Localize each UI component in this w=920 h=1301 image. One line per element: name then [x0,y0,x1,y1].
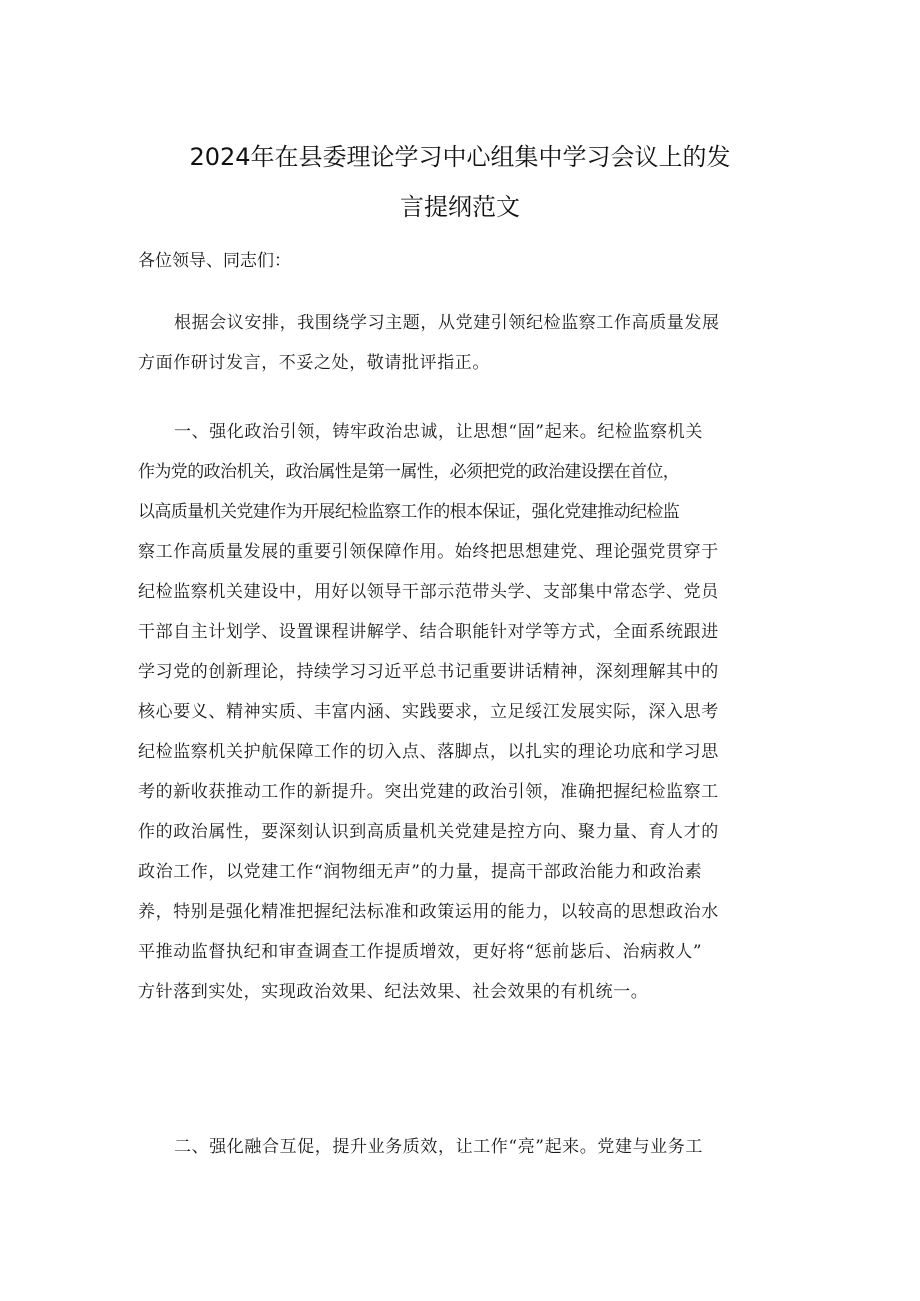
document-title-line-1: 2024年在县委理论学习中心组集中学习会议上的发 [189,143,731,171]
paragraph-line: 干部自主计划学、设置课程讲解学、结合职能针对学等方式，全面系统跟进 [138,622,719,642]
paragraph-line: 政治工作，以党建工作“润物细无声”的力量，提高干部政治能力和政治素 [138,862,703,882]
paragraph-line: 核心要义、精神实质、丰富内涵、实践要求，立足绥江发展实际，深入思考 [138,702,719,722]
paragraph-line: 方针落到实处，实现政治效果、纪法效果、社会效果的有机统一。 [138,982,649,1002]
paragraph-line: 纪检监察机关建设中，用好以领导干部示范带头学、支部集中常态学、党员 [138,582,719,602]
paragraph-line: 学习党的创新理论，持续学习习近平总书记重要讲话精神，深刻理解其中的 [138,662,719,682]
paragraph-line: 二、强化融合互促，提升业务质效，让工作“亮”起来。党建与业务工 [174,1137,703,1157]
paragraph-section-two [138,1127,798,1167]
paragraph-section-one [138,412,798,1012]
paragraph-line: 作为党的政治机关，政治属性是第一属性，必须把党的政治建设摆在首位， [138,462,680,482]
paragraph-line: 养，特别是强化精准把握纪法标准和政策运用的能力，以较高的思想政治水 [138,902,719,922]
document-title-line-2: 言提纲范文 [400,193,520,221]
paragraph-line: 察工作高质量发展的重要引领保障作用。始终把思想建党、理论强党贯穿于 [138,542,719,562]
paragraph-line: 平推动监督执纪和审查调查工作提质增效，更好将“惩前毖后、治病救人” [138,942,703,962]
paragraph-line: 方面作研讨发言，不妥之处，敬请批评指正。 [138,353,490,373]
paragraph-intro [138,303,798,383]
paragraph-line: 纪检监察机关护航保障工作的切入点、落脚点，以扎实的理论功底和学习思 [138,742,719,762]
paragraph-line: 以高质量机关党建作为开展纪检监察工作的根本保证，强化党建推动纪检监 [138,502,680,522]
paragraph-line: 作的政治属性，要深刻认识到高质量机关党建是控方向、聚力量、育人才的 [138,822,719,842]
paragraph-line: 考的新收获推动工作的新提升。突出党建的政治引领，准确把握纪检监察工 [138,782,719,802]
salutation: 各位领导、同志们： [138,251,291,271]
paragraph-line: 根据会议安排，我围绕学习主题，从党建引领纪检监察工作高质量发展 [174,313,720,333]
paragraph-line: 一、强化政治引领，铸牢政治忠诚，让思想“固”起来。纪检监察机关 [174,422,703,442]
